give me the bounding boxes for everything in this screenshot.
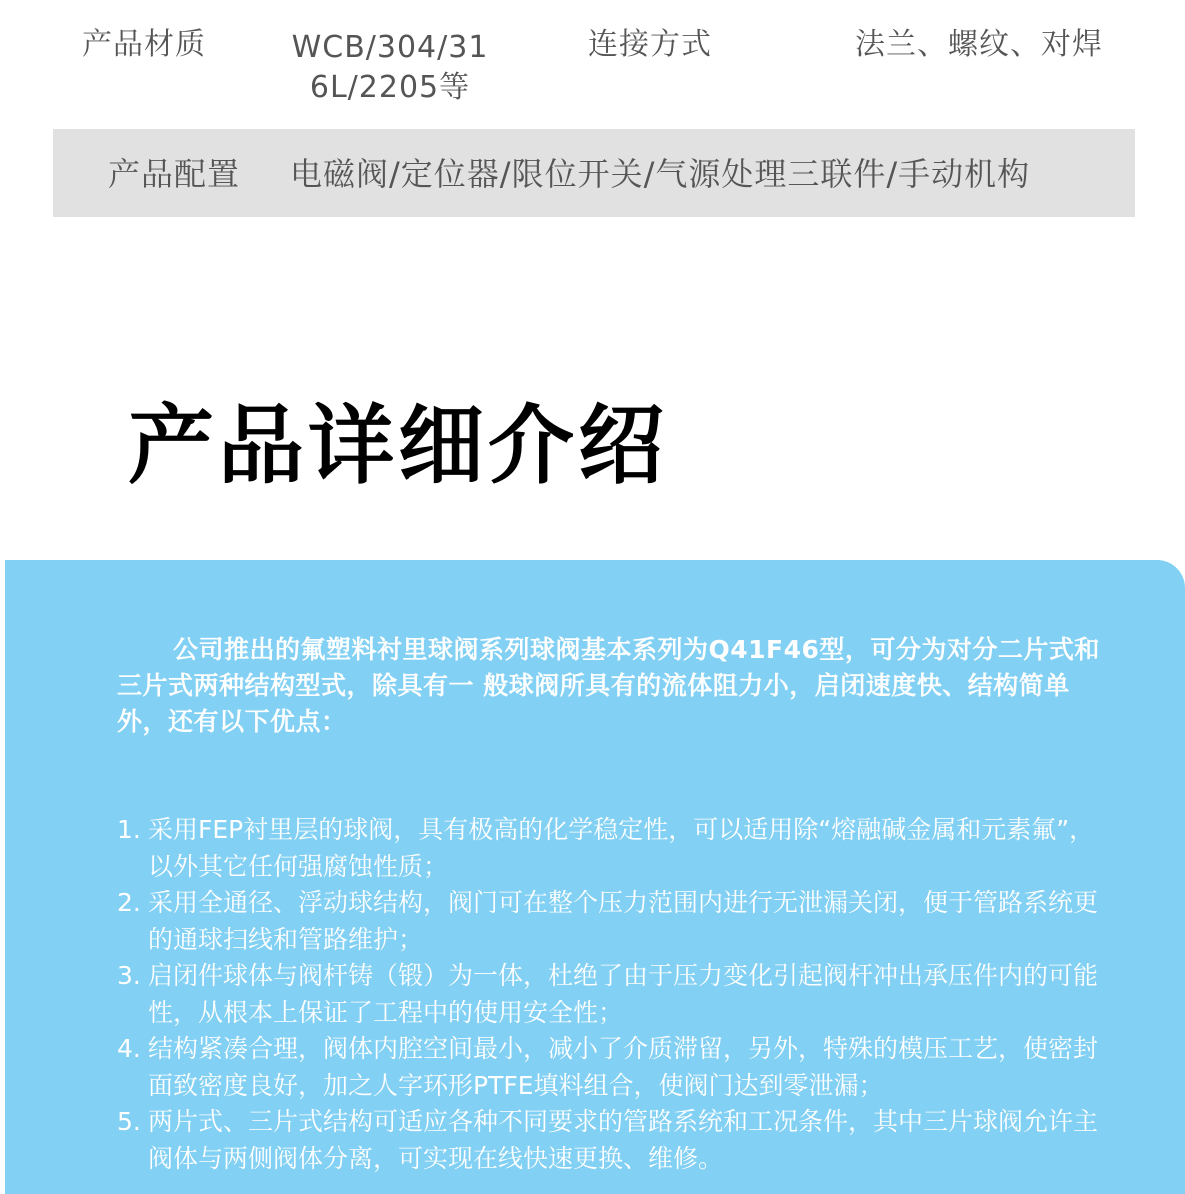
list-item-text: 采用全通径、浮动球结构，阀门可在整个压力范围内进行无泄漏关闭，便于管路系统更的通球扫线和管路维护； [148, 888, 1099, 954]
list-item-number: 5. [117, 1107, 141, 1136]
list-item [117, 812, 1111, 885]
list-item-text: 采用FEP衬里层的球阀，具有极高的化学稳定性，可以适用除“熔融碱金属和元素氟”，以外其它任何强腐蚀性质； [148, 815, 1095, 881]
list-item-number: 1. [117, 815, 141, 844]
list-item [117, 1031, 1111, 1104]
list-item [117, 1104, 1111, 1177]
list-item-number: 4. [117, 1034, 141, 1063]
list-item [117, 885, 1111, 958]
connection-value: 法兰、螺纹、对焊 [855, 27, 1103, 62]
material-value [285, 28, 495, 108]
config-value: 电磁阀/定位器/限位开关/气源处理三联件/手动机构 [290, 155, 1031, 193]
advantages-list [117, 812, 1111, 1177]
list-item-number: 2. [117, 888, 141, 917]
section-title: 产品详细介绍 [128, 396, 668, 496]
list-item-number: 3. [117, 961, 141, 990]
config-label: 产品配置 [108, 155, 241, 193]
material-value-line2: 6L/2205等 [309, 70, 471, 105]
material-label: 产品材质 [82, 27, 206, 62]
list-item-text: 两片式、三片式结构可适应各种不同要求的管路系统和工况条件，其中三片球阀允许主阀体与两侧阀体分离，可实现在线快速更换、维修。 [148, 1107, 1099, 1173]
list-item-text: 启闭件球体与阀杆铸（锻）为一体，杜绝了由于压力变化引起阀杆冲出承压件内的可能性，从根本上保证了工程中的使用安全性； [148, 961, 1099, 1027]
intro-paragraph: 公司推出的氟塑料衬里球阀系列球阀基本系列为Q41F46型，可分为对分二片式和三片式两种结构型式，除具有一 般球阀所具有的流体阻力小，启闭速度快、结构简单外，还有以下优点： [117, 635, 1100, 736]
connection-label: 连接方式 [588, 27, 712, 62]
list-item-text: 结构紧凑合理，阀体内腔空间最小，减小了介质滞留，另外，特殊的模压工艺，使密封面致密度良好，加之人字环形PTFE填料组合，使阀门达到零泄漏； [148, 1034, 1099, 1100]
list-item [117, 958, 1111, 1031]
material-value-line1: WCB/304/31 [291, 30, 489, 65]
